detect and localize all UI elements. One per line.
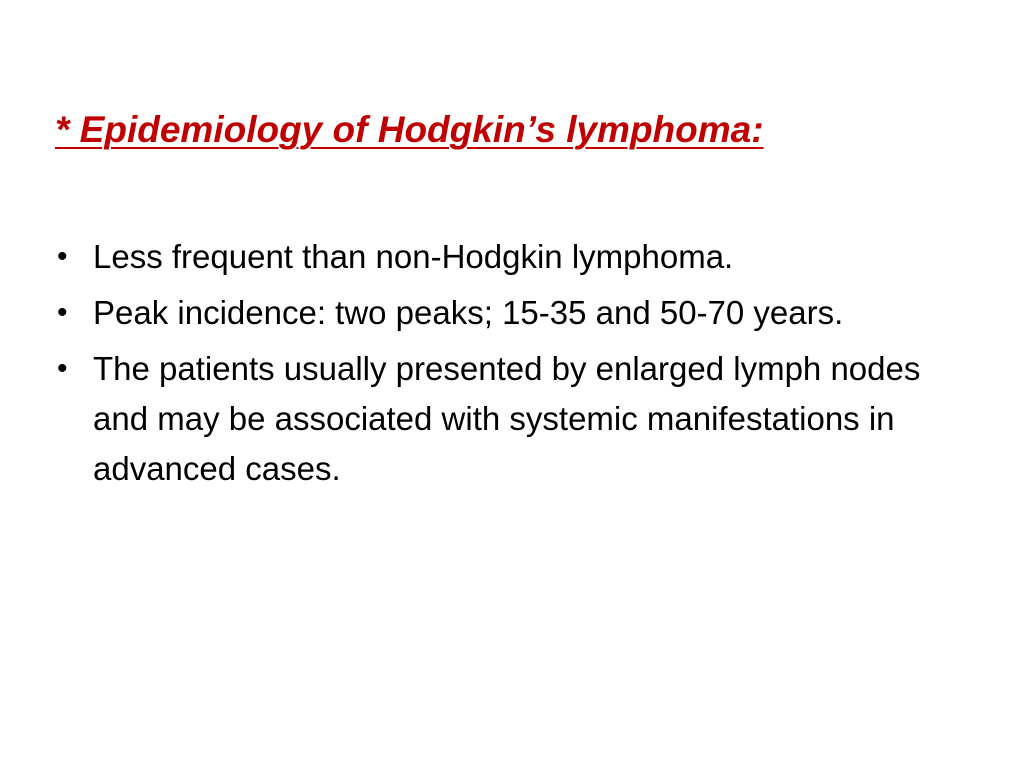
bullet-text: Peak incidence: two peaks; 15-35 and 50-70 years. xyxy=(93,294,844,331)
bullet-list xyxy=(55,232,925,500)
bullet-item xyxy=(55,288,925,338)
bullet-dot-icon: • xyxy=(57,240,68,273)
bullet-text: The patients usually presented by enlarged lymph nodes and may be associated with systemic manifestations in advanced cases. xyxy=(93,350,921,487)
bullet-dot-icon: • xyxy=(57,296,68,329)
bullet-item xyxy=(55,344,925,494)
bullet-text: Less frequent than non-Hodgkin lymphoma. xyxy=(93,238,734,275)
bullet-item xyxy=(55,232,925,282)
slide-title: * Epidemiology of Hodgkin’s lymphoma: xyxy=(55,109,764,150)
bullet-dot-icon: • xyxy=(57,352,68,385)
